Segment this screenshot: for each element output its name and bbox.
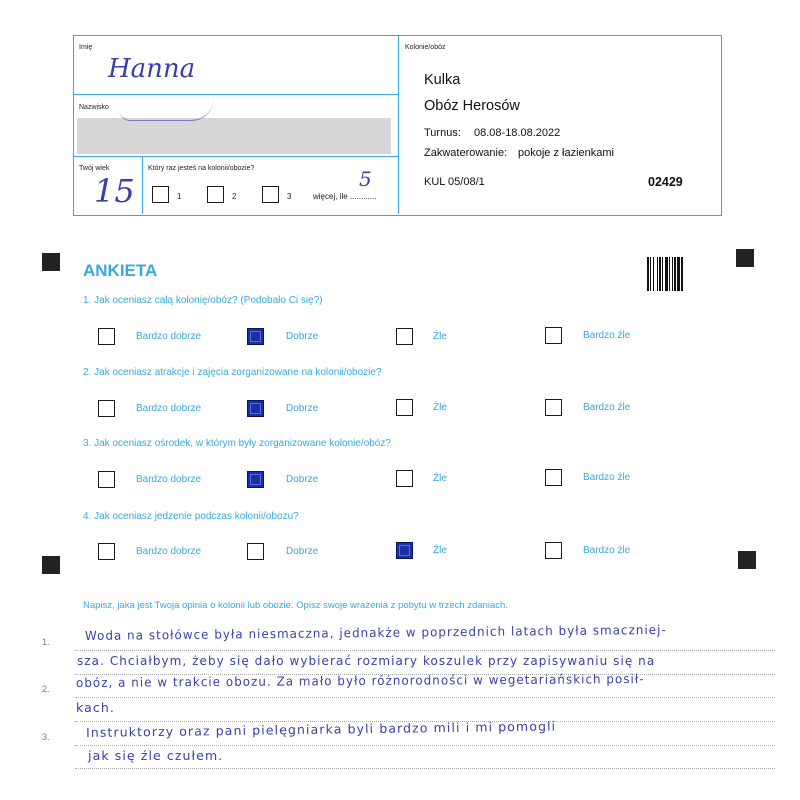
handwritten-line-6: jak się źle czułem. (88, 748, 224, 763)
barcode-bar (647, 257, 649, 291)
handwritten-line-2: sza. Chciałbym, żeby się dało wybierać rozmiary koszulek przy zapisywaniu się na (77, 653, 656, 668)
lodging-label: Zakwaterowanie: (424, 147, 508, 159)
barcode-bar (672, 257, 673, 291)
question-4: 4. Jak oceniasz jedzenie podczas kolonii/obozu? (83, 511, 299, 522)
header-divider-h1 (74, 94, 398, 95)
handwritten-line-3: obóz, a nie w trakcie obozu. Za mało było różnorodności w wegetariańskich posił- (75, 671, 645, 690)
camp-name: Kulka (424, 72, 461, 88)
q4-option-zle: Źle (433, 545, 447, 556)
barcode-bar (665, 257, 668, 291)
barcode-bar (653, 257, 654, 291)
question-1: 1. Jak oceniasz całą kolonię/obóz? (Podobało Ci się?) (83, 295, 323, 306)
line-number-2: 2. (42, 684, 50, 694)
q4-checkbox-dobrze[interactable] (247, 543, 264, 560)
question-3: 3. Jak oceniasz ośrodek, w którym były zorganizowane kolonie/obóz? (83, 438, 391, 449)
barcode-bar (662, 257, 663, 291)
last-name-scribble (119, 98, 214, 121)
handwritten-line-5: Instruktorzy oraz pani pielęgniarka byli bardzo mili i mi pomogli (85, 718, 557, 740)
survey-title: ANKIETA (83, 261, 158, 280)
q3-option-zle: Źle (433, 473, 447, 484)
header-divider-age (142, 156, 143, 214)
barcode-bar (674, 257, 676, 291)
times-option-2: 2 (232, 192, 237, 201)
first-name-label: Imię (79, 44, 93, 51)
barcode-bar (681, 257, 683, 291)
barcode-bar (677, 257, 680, 291)
q2-checkbox-bardzo-dobrze[interactable] (98, 400, 115, 417)
handwritten-line-1: Woda na stołówce była niesmaczna, jednakże w poprzednich latach była smaczniej- (84, 621, 667, 643)
last-name-redacted (77, 118, 391, 154)
barcode (647, 257, 700, 291)
q4-checkbox-bardzo-dobrze[interactable] (98, 543, 115, 560)
more-times-value: 5 (359, 167, 372, 191)
q4-checkbox-bardzo-zle[interactable] (545, 542, 562, 559)
line-number-1: 1. (42, 637, 50, 647)
question-2: 2. Jak oceniasz atrakcje i zajęcia zorganizowane na kolonii/obozie? (83, 367, 382, 378)
q3-checkbox-dobrze[interactable] (247, 471, 264, 488)
times-checkbox-3[interactable] (262, 186, 279, 203)
times-option-3: 3 (287, 192, 292, 201)
q1-checkbox-bardzo-dobrze[interactable] (98, 328, 115, 345)
camp-label: Kolonie/obóz (405, 44, 446, 51)
barcode-bar (669, 257, 670, 291)
q2-option-bardzo-zle: Bardzo źle (583, 402, 631, 413)
header-divider-h2 (74, 156, 398, 157)
q3-option-bardzo-zle: Bardzo źle (583, 472, 631, 483)
form-number: 02429 (648, 175, 683, 189)
q2-checkbox-bardzo-zle[interactable] (545, 399, 562, 416)
writing-line (75, 745, 775, 746)
q3-checkbox-bardzo-dobrze[interactable] (98, 471, 115, 488)
q2-option-zle: Źle (433, 402, 447, 413)
registration-marker-top-right (736, 249, 754, 267)
q4-option-dobrze: Dobrze (286, 546, 319, 557)
registration-marker-bottom-left (42, 556, 60, 574)
barcode-bar (657, 257, 658, 291)
more-times-label: więcej, ile ............ (313, 192, 377, 201)
registration-marker-top-left (42, 253, 60, 271)
writing-line (75, 650, 775, 651)
camp-program: Obóz Herosów (424, 98, 520, 114)
q4-option-bardzo-dobrze: Bardzo dobrze (136, 546, 202, 557)
header-divider-vertical (398, 36, 399, 214)
q2-checkbox-zle[interactable] (396, 399, 413, 416)
registration-marker-bottom-right (738, 551, 756, 569)
q1-option-bardzo-zle: Bardzo źle (583, 330, 631, 341)
q3-checkbox-bardzo-zle[interactable] (545, 469, 562, 486)
q1-checkbox-dobrze[interactable] (247, 328, 264, 345)
writing-line (75, 768, 775, 769)
camp-code: KUL 05/08/1 (424, 176, 485, 188)
q1-checkbox-zle[interactable] (396, 328, 413, 345)
times-option-1: 1 (177, 192, 182, 201)
barcode-bar (659, 257, 661, 291)
q2-checkbox-dobrze[interactable] (247, 400, 264, 417)
writing-line (75, 697, 775, 698)
line-number-3: 3. (42, 732, 50, 742)
term-label: Turnus: (424, 127, 461, 139)
q1-option-dobrze: Dobrze (286, 331, 319, 342)
q4-checkbox-zle[interactable] (396, 542, 413, 559)
q3-option-bardzo-dobrze: Bardzo dobrze (136, 474, 202, 485)
times-checkbox-1[interactable] (152, 186, 169, 203)
term-value: 08.08-18.08.2022 (474, 127, 561, 139)
last-name-label: Nazwisko (79, 104, 109, 111)
form-header (73, 35, 722, 216)
age-label: Twój wiek (79, 165, 110, 172)
handwritten-line-4: kach. (76, 700, 115, 715)
age-value: 15 (94, 172, 135, 210)
barcode-bar (650, 257, 651, 291)
q2-option-dobrze: Dobrze (286, 403, 319, 414)
q1-option-zle: Źle (433, 331, 447, 342)
times-question-label: Który raz jesteś na kolonii/obozie? (148, 165, 255, 172)
q4-option-bardzo-zle: Bardzo źle (583, 545, 631, 556)
q1-option-bardzo-dobrze: Bardzo dobrze (136, 331, 202, 342)
first-name-value: Hanna (108, 54, 196, 84)
q1-checkbox-bardzo-zle[interactable] (545, 327, 562, 344)
lodging-value: pokoje z łazienkami (518, 147, 614, 159)
q2-option-bardzo-dobrze: Bardzo dobrze (136, 403, 202, 414)
times-checkbox-2[interactable] (207, 186, 224, 203)
q3-option-dobrze: Dobrze (286, 474, 319, 485)
opinion-prompt: Napisz, jaka jest Twoja opinia o kolonii lub obozie. Opisz swoje wrażenia z pobytu w trzech zdaniach. (83, 600, 508, 611)
q3-checkbox-zle[interactable] (396, 470, 413, 487)
